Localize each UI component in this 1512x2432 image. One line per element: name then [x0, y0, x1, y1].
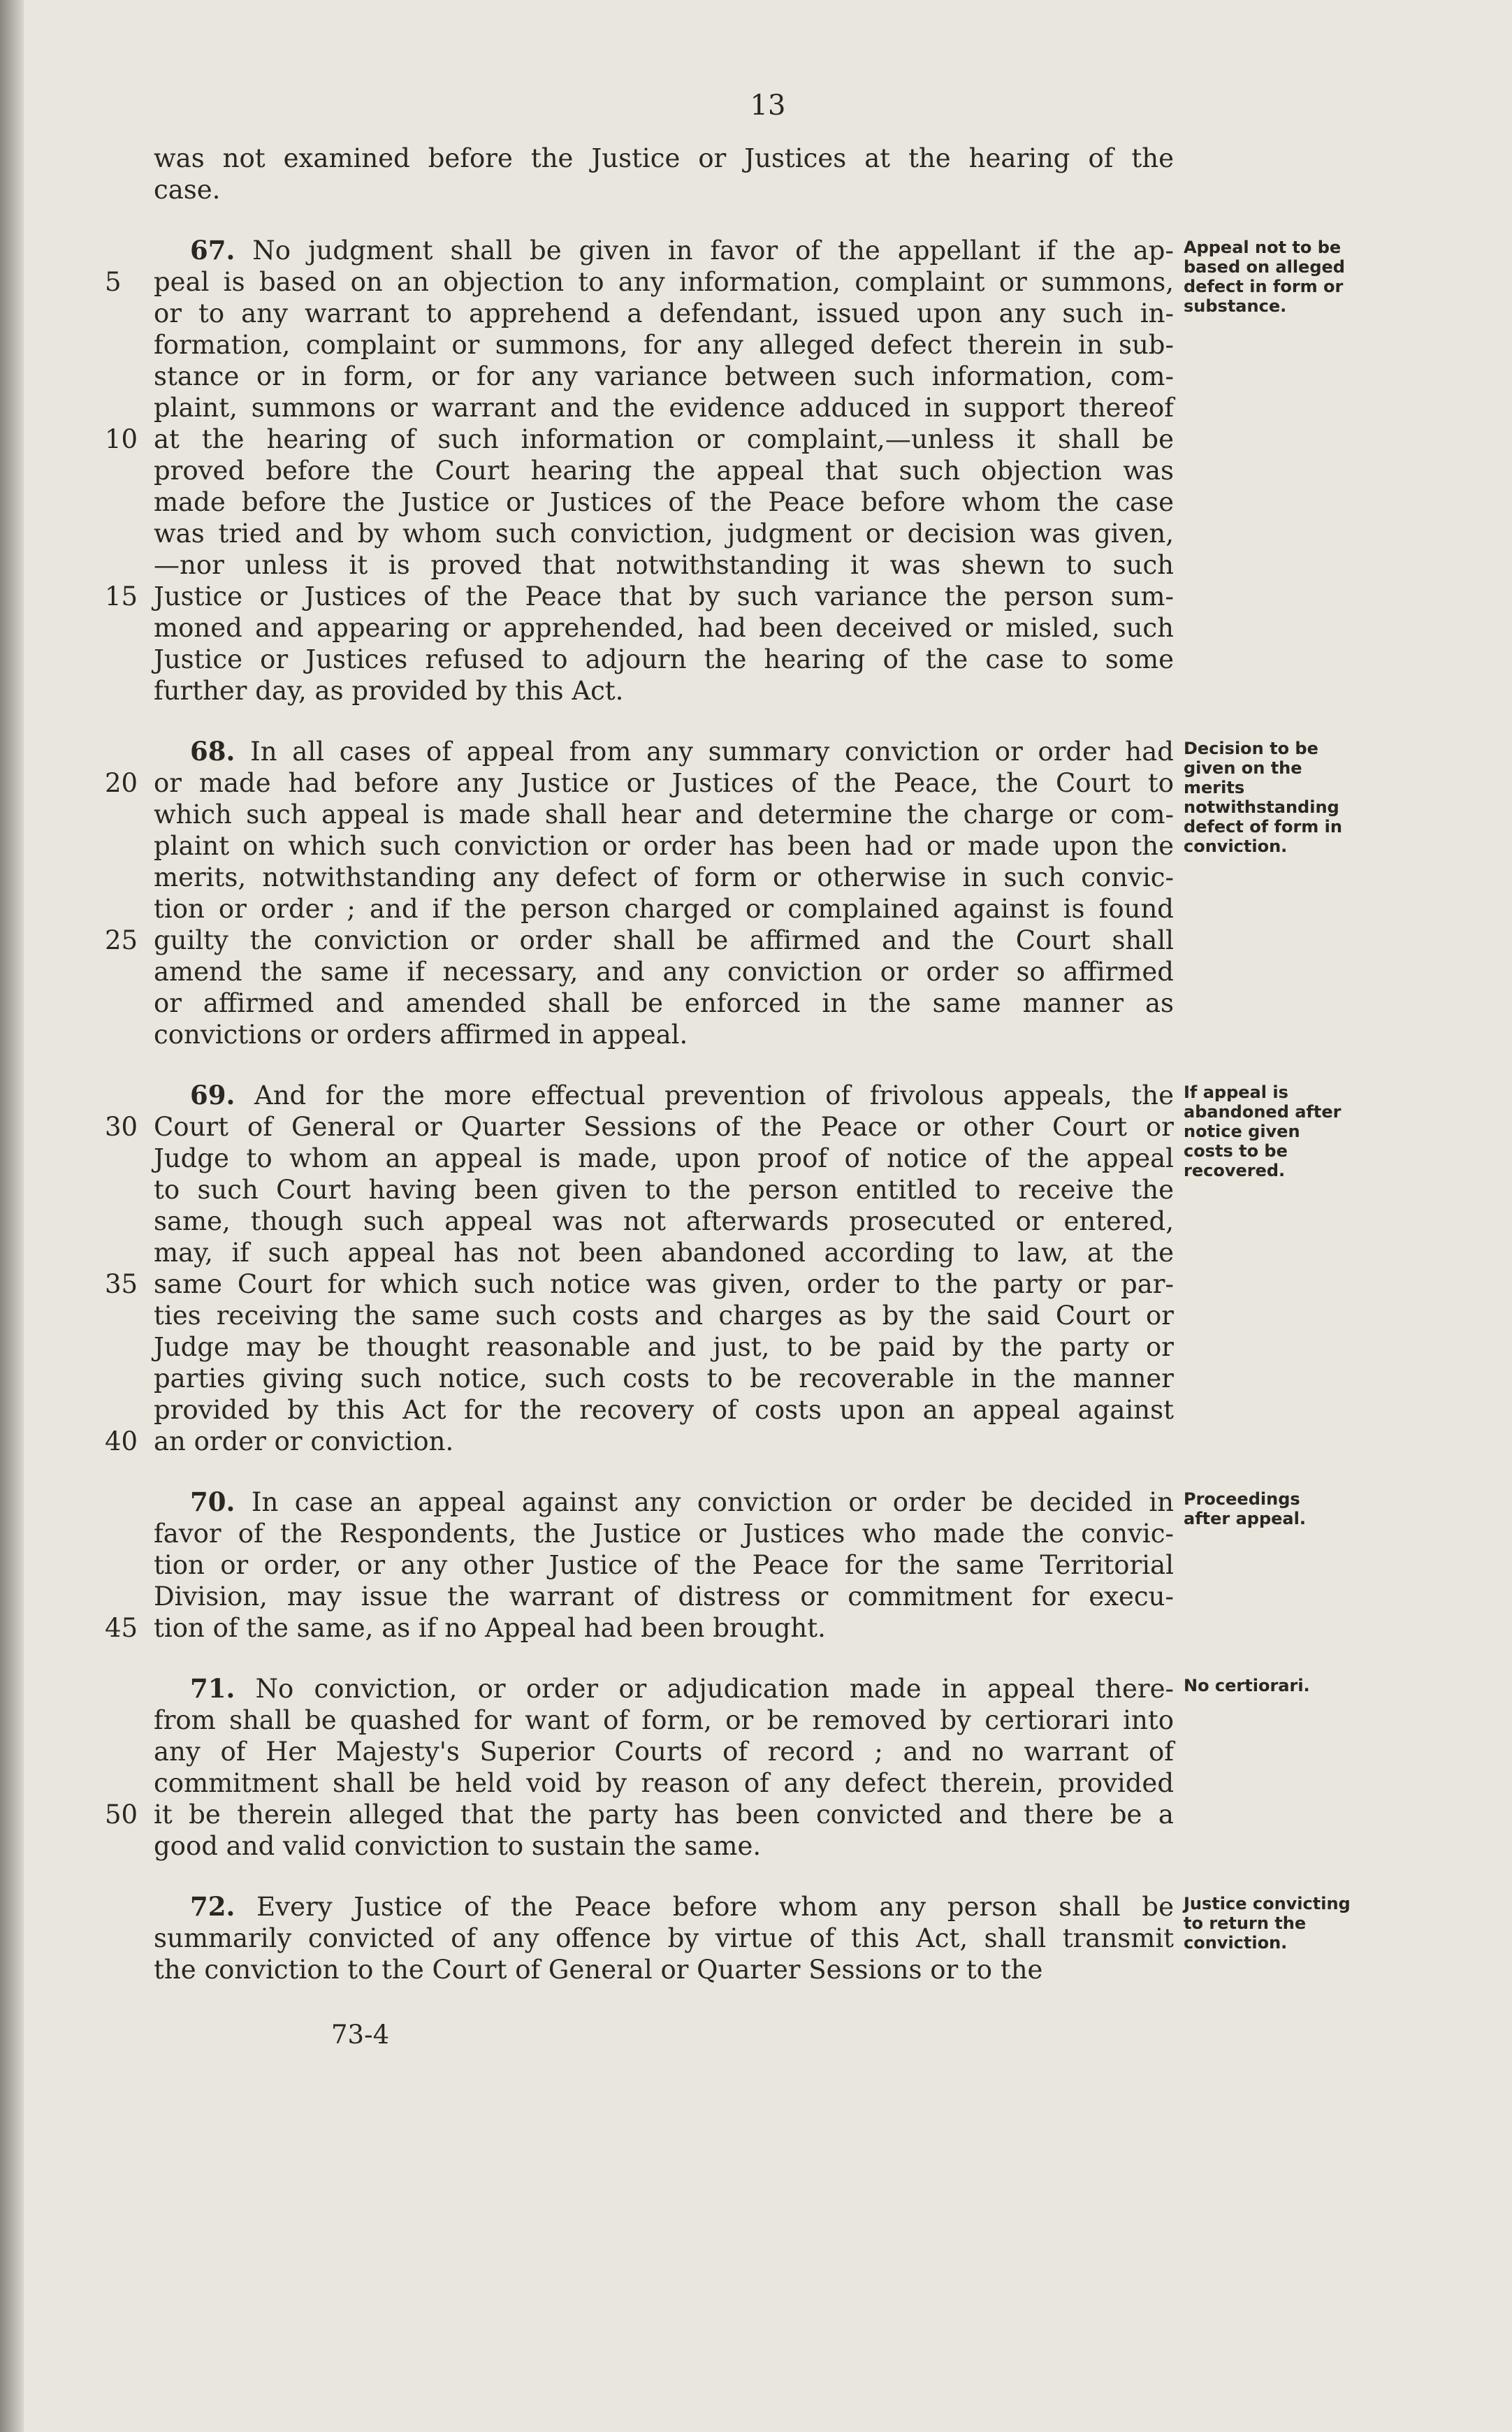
paragraph-p68 — [105, 736, 1174, 1050]
text-line — [154, 298, 1174, 329]
line-text: the conviction to the Court of General or Quarter Sessions or to the — [154, 1955, 1043, 1985]
text-line — [105, 581, 1174, 612]
text-line — [154, 486, 1174, 518]
text-line — [105, 1612, 1174, 1644]
text-line — [154, 799, 1174, 830]
text-line — [105, 767, 1174, 799]
text-line — [154, 392, 1174, 424]
text-line — [154, 893, 1174, 925]
paragraph-p0 — [154, 143, 1174, 205]
text-line — [105, 424, 1174, 455]
line-text: to such Court having been given to the person entitled to receive the — [154, 1175, 1174, 1205]
statute-text — [105, 143, 1174, 1985]
line-text: or affirmed and amended shall be enforced in the same manner as — [154, 988, 1174, 1018]
margin-note-p69: If appeal is abandoned after notice given costs to be recovered. — [1184, 1083, 1342, 1180]
paragraph-p67 — [105, 235, 1174, 707]
line-text: amend the same if necessary, and any conviction or order so affirmed — [154, 957, 1174, 987]
paragraph-p72 — [154, 1891, 1174, 1985]
text-line — [154, 1736, 1174, 1767]
section-number: 69. — [190, 1080, 235, 1110]
text-line — [154, 612, 1174, 644]
paragraph-gap — [154, 1862, 1174, 1891]
line-number: 15 — [105, 581, 138, 611]
line-text: any of Her Majesty's Superior Courts of record ; and no warrant of — [154, 1737, 1174, 1767]
line-text: favor of the Respondents, the Justice or Justices who made the convic- — [154, 1519, 1174, 1549]
text-line — [154, 1363, 1174, 1394]
section-number: 68. — [190, 736, 235, 767]
line-text: Judge to whom an appeal is made, upon proof of notice of the appeal — [154, 1143, 1174, 1173]
line-number: 20 — [105, 768, 138, 798]
line-text: plaint, summons or warrant and the evidence adduced in support thereof — [154, 393, 1174, 423]
text-line — [154, 1923, 1174, 1954]
line-text: —nor unless it is proved that notwithstanding it was shewn to such — [154, 550, 1174, 580]
text-line — [105, 1111, 1174, 1143]
text-line — [154, 1331, 1174, 1363]
paragraph-p71 — [105, 1673, 1174, 1862]
line-number: 45 — [105, 1613, 138, 1643]
paragraph-p69 — [105, 1080, 1174, 1457]
text-line — [105, 1268, 1174, 1300]
text-line — [154, 1549, 1174, 1581]
line-text: merits, notwithstanding any defect of form or otherwise in such convic- — [154, 862, 1174, 892]
paragraph-gap — [154, 1644, 1174, 1673]
line-text: moned and appearing or apprehended, had been deceived or misled, such — [154, 613, 1174, 643]
line-text: Court of General or Quarter Sessions of the Peace or other Court or — [154, 1112, 1174, 1142]
text-line — [105, 266, 1174, 298]
text-line — [154, 235, 1174, 266]
line-text: Judge may be thought reasonable and just, to be paid by the party or — [154, 1332, 1174, 1362]
section-number: 67. — [190, 235, 235, 266]
text-line — [154, 1581, 1174, 1612]
text-line — [154, 1174, 1174, 1206]
text-line — [154, 518, 1174, 549]
line-text: which such appeal is made shall hear and determine the charge or com- — [154, 799, 1174, 830]
margin-note-p67: Appeal not to be based on alleged defect in form or substance. — [1184, 238, 1345, 316]
margin-note-p71: No certiorari. — [1184, 1676, 1310, 1695]
line-text: good and valid conviction to sustain the same. — [154, 1831, 762, 1861]
text-line — [154, 1206, 1174, 1237]
line-text: Justice or Justices of the Peace that by such variance the person sum- — [154, 581, 1174, 611]
text-line — [154, 1237, 1174, 1268]
line-number: 35 — [105, 1269, 138, 1299]
line-text: stance or in form, or for any variance between such information, com- — [154, 361, 1174, 391]
text-line — [154, 455, 1174, 486]
line-text: was tried and by whom such conviction, judgment or decision was given, — [154, 519, 1174, 549]
margin-note-p70: Proceedings after appeal. — [1184, 1489, 1306, 1528]
line-text: tion or order, or any other Justice of the Peace for the same Territorial — [154, 1550, 1174, 1580]
text-line — [154, 174, 1174, 205]
line-text: guilty the conviction or order shall be affirmed and the Court shall — [154, 925, 1174, 955]
text-line — [154, 644, 1174, 675]
paragraph-gap — [154, 707, 1174, 736]
paragraph-p70 — [105, 1486, 1174, 1644]
text-line — [154, 1486, 1174, 1518]
text-line — [154, 956, 1174, 987]
text-line — [154, 830, 1174, 862]
line-text: tion or order ; and if the person charged or complained against is found — [154, 894, 1174, 924]
text-line — [154, 1954, 1174, 1985]
line-text: ties receiving the same such costs and charges as by the said Court or — [154, 1301, 1174, 1331]
text-line — [154, 736, 1174, 767]
text-line — [154, 1394, 1174, 1426]
text-line — [154, 1300, 1174, 1331]
line-text: No judgment shall be given in favor of the appellant if the ap- — [252, 236, 1174, 266]
text-line — [154, 143, 1174, 174]
line-text: was not examined before the Justice or Justices at the hearing of the — [154, 143, 1174, 173]
section-number: 71. — [190, 1673, 235, 1704]
line-text: convictions or orders affirmed in appeal. — [154, 1020, 688, 1050]
line-text: it be therein alleged that the party has been convicted and there be a — [154, 1800, 1174, 1830]
section-number: 70. — [190, 1486, 235, 1517]
paragraph-gap — [154, 205, 1174, 235]
text-line — [154, 1080, 1174, 1111]
line-text: formation, complaint or summons, for any alleged defect therein in sub- — [154, 330, 1174, 360]
line-text: or to any warrant to apprehend a defendant, issued upon any such in- — [154, 298, 1174, 328]
line-text: tion of the same, as if no Appeal had been brought. — [154, 1613, 826, 1643]
line-text: commitment shall be held void by reason of any defect therein, provided — [154, 1768, 1174, 1798]
text-line — [154, 1019, 1174, 1050]
text-line — [154, 329, 1174, 361]
line-text: Justice or Justices refused to adjourn the hearing of the case to some — [154, 644, 1174, 674]
text-line — [154, 1767, 1174, 1799]
page-number: 13 — [750, 89, 786, 122]
line-text: at the hearing of such information or complaint,—unless it shall be — [154, 424, 1174, 454]
line-number: 30 — [105, 1112, 138, 1142]
text-line — [154, 1673, 1174, 1704]
line-number: 50 — [105, 1800, 138, 1830]
text-line — [105, 925, 1174, 956]
line-number: 40 — [105, 1426, 138, 1456]
line-text: an order or conviction. — [154, 1426, 454, 1456]
line-text: summarily convicted of any offence by virtue of this Act, shall transmit — [154, 1923, 1174, 1953]
text-line — [154, 361, 1174, 392]
text-line — [154, 1830, 1174, 1862]
section-number: 72. — [190, 1891, 235, 1922]
line-text: may, if such appeal has not been abandoned according to law, at the — [154, 1238, 1174, 1268]
line-number: 5 — [105, 267, 122, 297]
line-text: from shall be quashed for want of form, or be removed by certiorari into — [154, 1705, 1174, 1735]
book-binding-edge — [0, 0, 24, 2432]
line-text: In case an appeal against any conviction or order be decided in — [251, 1487, 1174, 1517]
line-text: same, though such appeal was not afterwards prosecuted or entered, — [154, 1206, 1174, 1236]
margin-note-p72: Justice convicting to return the conviction. — [1184, 1894, 1351, 1953]
line-text: No conviction, or order or adjudication made in appeal there- — [255, 1674, 1174, 1704]
text-line — [105, 1799, 1174, 1830]
text-line — [154, 1704, 1174, 1736]
paragraph-gap — [154, 1050, 1174, 1080]
line-text: proved before the Court hearing the appeal that such objection was — [154, 456, 1174, 486]
text-line — [154, 1143, 1174, 1174]
line-text: Division, may issue the warrant of distress or commitment for execu- — [154, 1581, 1174, 1612]
paragraph-gap — [154, 1457, 1174, 1486]
line-text: Every Justice of the Peace before whom any person shall be — [256, 1892, 1174, 1922]
text-line — [105, 1426, 1174, 1457]
text-line — [154, 549, 1174, 581]
text-line — [154, 987, 1174, 1019]
line-text: plaint on which such conviction or order has been had or made upon the — [154, 831, 1174, 861]
page — [24, 0, 1512, 2432]
line-text: parties giving such notice, such costs to be recoverable in the manner — [154, 1363, 1174, 1394]
line-number: 25 — [105, 925, 138, 955]
text-line — [154, 1891, 1174, 1923]
printer-signature-mark: 73-4 — [331, 2020, 390, 2050]
line-text: made before the Justice or Justices of the Peace before whom the case — [154, 487, 1174, 517]
line-text: In all cases of appeal from any summary conviction or order had — [250, 737, 1174, 767]
line-text: provided by this Act for the recovery of costs upon an appeal against — [154, 1395, 1174, 1425]
line-text: case. — [154, 175, 221, 205]
line-text: same Court for which such notice was given, order to the party or par- — [154, 1269, 1174, 1299]
margin-note-p68: Decision to be given on the merits notwithstanding defect of form in conviction. — [1184, 739, 1342, 856]
line-text: or made had before any Justice or Justices of the Peace, the Court to — [154, 768, 1174, 798]
text-line — [154, 675, 1174, 707]
text-line — [154, 862, 1174, 893]
line-text: peal is based on an objection to any information, complaint or summons, — [154, 267, 1174, 297]
line-text: further day, as provided by this Act. — [154, 676, 624, 706]
line-text: And for the more effectual prevention of frivolous appeals, the — [254, 1080, 1174, 1110]
line-number: 10 — [105, 424, 138, 454]
text-line — [154, 1518, 1174, 1549]
